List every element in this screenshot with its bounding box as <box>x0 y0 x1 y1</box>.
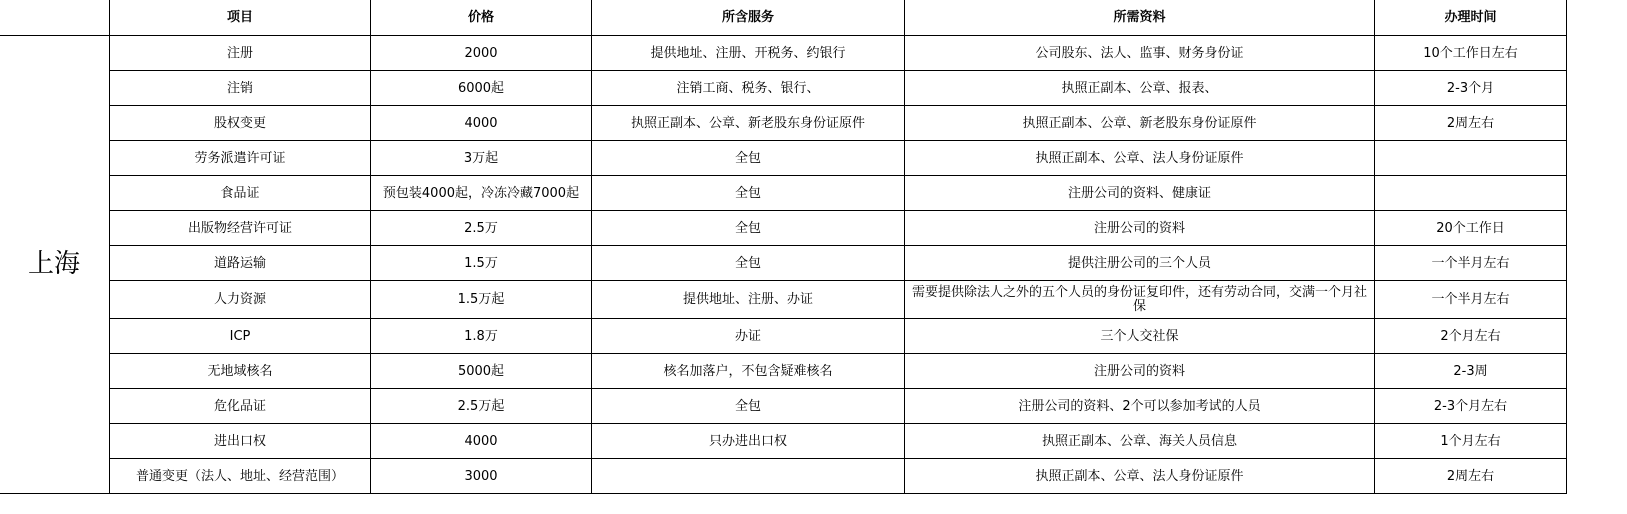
item-cell: 进出口权 <box>110 424 371 459</box>
materials-cell: 注册公司的资料、2个可以参加考试的人员 <box>905 389 1375 424</box>
item-cell: 股权变更 <box>110 106 371 141</box>
time-cell <box>1375 176 1567 211</box>
time-cell: 2-3周 <box>1375 354 1567 389</box>
services-cell: 核名加落户，不包含疑难核名 <box>592 354 905 389</box>
item-cell: 人力资源 <box>110 281 371 319</box>
table-row <box>0 71 1567 106</box>
materials-cell: 执照正副本、公章、新老股东身份证原件 <box>905 106 1375 141</box>
time-cell: 2周左右 <box>1375 459 1567 494</box>
services-cell <box>592 459 905 494</box>
price-cell: 2.5万 <box>371 211 592 246</box>
item-cell: 劳务派遣许可证 <box>110 141 371 176</box>
item-cell: 注册 <box>110 36 371 71</box>
table-row <box>0 281 1567 319</box>
region-cell: 上海 <box>0 36 110 494</box>
table-row <box>0 354 1567 389</box>
header-item: 项目 <box>110 0 371 36</box>
materials-cell: 需要提供除法人之外的五个人员的身份证复印件，还有劳动合同，交满一个月社保 <box>905 281 1375 319</box>
table-row <box>0 106 1567 141</box>
item-cell: 注销 <box>110 71 371 106</box>
price-cell: 6000起 <box>371 71 592 106</box>
time-cell: 2-3个月左右 <box>1375 389 1567 424</box>
services-cell: 提供地址、注册、开税务、约银行 <box>592 36 905 71</box>
time-cell: 2-3个月 <box>1375 71 1567 106</box>
price-cell: 1.5万 <box>371 246 592 281</box>
services-cell: 注销工商、税务、银行、 <box>592 71 905 106</box>
item-cell: 无地域核名 <box>110 354 371 389</box>
time-cell: 20个工作日 <box>1375 211 1567 246</box>
price-cell: 1.5万起 <box>371 281 592 319</box>
time-cell: 一个半月左右 <box>1375 281 1567 319</box>
materials-cell: 提供注册公司的三个人员 <box>905 246 1375 281</box>
header-price: 价格 <box>371 0 592 36</box>
price-cell: 5000起 <box>371 354 592 389</box>
item-cell: 危化品证 <box>110 389 371 424</box>
services-cell: 全包 <box>592 389 905 424</box>
price-cell: 4000 <box>371 106 592 141</box>
materials-cell: 执照正副本、公章、法人身份证原件 <box>905 141 1375 176</box>
table-row <box>0 141 1567 176</box>
time-cell: 2个月左右 <box>1375 319 1567 354</box>
materials-cell: 注册公司的资料 <box>905 211 1375 246</box>
services-cell: 提供地址、注册、办证 <box>592 281 905 319</box>
table-row <box>0 319 1567 354</box>
price-cell: 2000 <box>371 36 592 71</box>
materials-cell: 注册公司的资料、健康证 <box>905 176 1375 211</box>
materials-cell: 三个人交社保 <box>905 319 1375 354</box>
services-cell: 全包 <box>592 141 905 176</box>
materials-cell: 执照正副本、公章、法人身份证原件 <box>905 459 1375 494</box>
table-row <box>0 36 1567 71</box>
price-cell: 2.5万起 <box>371 389 592 424</box>
services-cell: 执照正副本、公章、新老股东身份证原件 <box>592 106 905 141</box>
time-cell: 2周左右 <box>1375 106 1567 141</box>
time-cell <box>1375 141 1567 176</box>
item-cell: 道路运输 <box>110 246 371 281</box>
price-cell: 3000 <box>371 459 592 494</box>
table-row <box>0 246 1567 281</box>
services-cell: 办证 <box>592 319 905 354</box>
price-cell: 预包装4000起，冷冻冷藏7000起 <box>371 176 592 211</box>
table-row <box>0 424 1567 459</box>
time-cell: 1个月左右 <box>1375 424 1567 459</box>
table-row <box>0 459 1567 494</box>
price-cell: 1.8万 <box>371 319 592 354</box>
services-cell: 只办进出口权 <box>592 424 905 459</box>
item-cell: 出版物经营许可证 <box>110 211 371 246</box>
services-cell: 全包 <box>592 176 905 211</box>
table-row <box>0 176 1567 211</box>
header-time: 办理时间 <box>1375 0 1567 36</box>
services-cell: 全包 <box>592 246 905 281</box>
item-cell: 普通变更（法人、地址、经营范围） <box>110 459 371 494</box>
table-row <box>0 389 1567 424</box>
materials-cell: 执照正副本、公章、海关人员信息 <box>905 424 1375 459</box>
time-cell: 一个半月左右 <box>1375 246 1567 281</box>
materials-cell: 注册公司的资料 <box>905 354 1375 389</box>
header-region <box>0 0 110 36</box>
item-cell: 食品证 <box>110 176 371 211</box>
header-services: 所含服务 <box>592 0 905 36</box>
materials-cell: 执照正副本、公章、报表、 <box>905 71 1375 106</box>
services-cell: 全包 <box>592 211 905 246</box>
table-row <box>0 211 1567 246</box>
materials-cell: 公司股东、法人、监事、财务身份证 <box>905 36 1375 71</box>
item-cell: ICP <box>110 319 371 354</box>
header-row <box>0 0 1567 36</box>
header-materials: 所需资料 <box>905 0 1375 36</box>
price-cell: 3万起 <box>371 141 592 176</box>
time-cell: 10个工作日左右 <box>1375 36 1567 71</box>
price-cell: 4000 <box>371 424 592 459</box>
